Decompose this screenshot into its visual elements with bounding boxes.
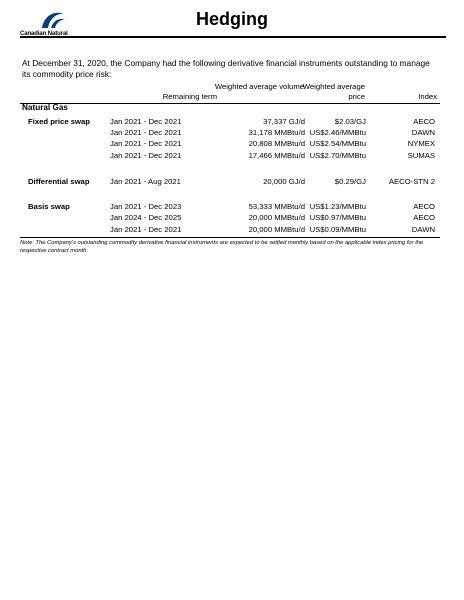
row-volume: 20,808 MMBtu/d (248, 139, 305, 148)
footnote: Note: The Company's outstanding commodity derivative financial instruments are expected to be settled monthly based on the applicable index pricing for the respective contract month. (20, 240, 424, 254)
page-title: Hedging (196, 9, 268, 29)
row-price: US$2.46/MMBtu (309, 128, 366, 137)
row-price: US$2.70/MMBtu (309, 151, 366, 160)
row-term: Jan 2021 - Dec 2021 (110, 128, 182, 137)
row-volume: 20,000 MMBtu/d (248, 213, 305, 222)
row-price: US$2.54/MMBtu (309, 139, 366, 148)
row-volume: 20,000 MMBtu/d (248, 225, 305, 234)
row-term: Jan 2021 - Dec 2021 (110, 225, 182, 234)
row-label: Differential swap (28, 177, 90, 186)
row-price: US$0.97/MMBtu (309, 213, 366, 222)
row-index: AECO (413, 213, 435, 222)
row-label: Fixed price swap (28, 117, 90, 126)
column-header-volume: Weighted average volume (214, 82, 304, 91)
column-header-index: Index (418, 92, 437, 101)
intro-paragraph: At December 31, 2020, the Company had the following derivative financial instruments outstanding to manage its commodity price risk: (22, 58, 430, 79)
table-bottom-divider (20, 237, 440, 238)
row-price: US$1.23/MMBtu (309, 202, 366, 211)
row-index: DAWN (411, 225, 435, 234)
row-label: Basis swap (28, 202, 70, 211)
row-volume: 20,000 GJ/d (263, 177, 305, 186)
row-index: SUMAS (407, 151, 435, 160)
logo-swoosh-icon (40, 8, 66, 30)
row-index: AECO (413, 117, 435, 126)
row-index: NYMEX (407, 139, 435, 148)
row-term: Jan 2021 - Dec 2021 (110, 139, 182, 148)
row-price: $0.29/GJ (334, 177, 366, 186)
header-divider (20, 103, 440, 104)
row-term: Jan 2021 - Dec 2021 (110, 117, 182, 126)
row-volume: 31,178 MMBtu/d (248, 128, 305, 137)
row-volume: 17,466 MMBtu/d (248, 151, 305, 160)
row-price: US$0.09/MMBtu (309, 225, 366, 234)
row-volume: 37,337 GJ/d (263, 117, 305, 126)
row-term: Jan 2021 - Dec 2021 (110, 151, 182, 160)
row-term: Jan 2021 - Dec 2023 (110, 202, 182, 211)
row-volume: 53,333 MMBtu/d (248, 202, 305, 211)
title-divider (20, 36, 446, 38)
column-header-term: Remaining term (162, 92, 217, 101)
section-heading: Natural Gas (22, 103, 68, 112)
row-index: AECO-STN 2 (388, 177, 435, 186)
row-index: AECO (413, 202, 435, 211)
row-term: Jan 2021 - Aug 2021 (110, 177, 181, 186)
row-term: Jan 2024 - Dec 2025 (110, 213, 182, 222)
logo-text: Canadian Natural (20, 31, 68, 37)
row-price: $2.03/GJ (334, 117, 366, 126)
row-index: DAWN (411, 128, 435, 137)
column-header-price: Weighted average price (302, 82, 365, 101)
